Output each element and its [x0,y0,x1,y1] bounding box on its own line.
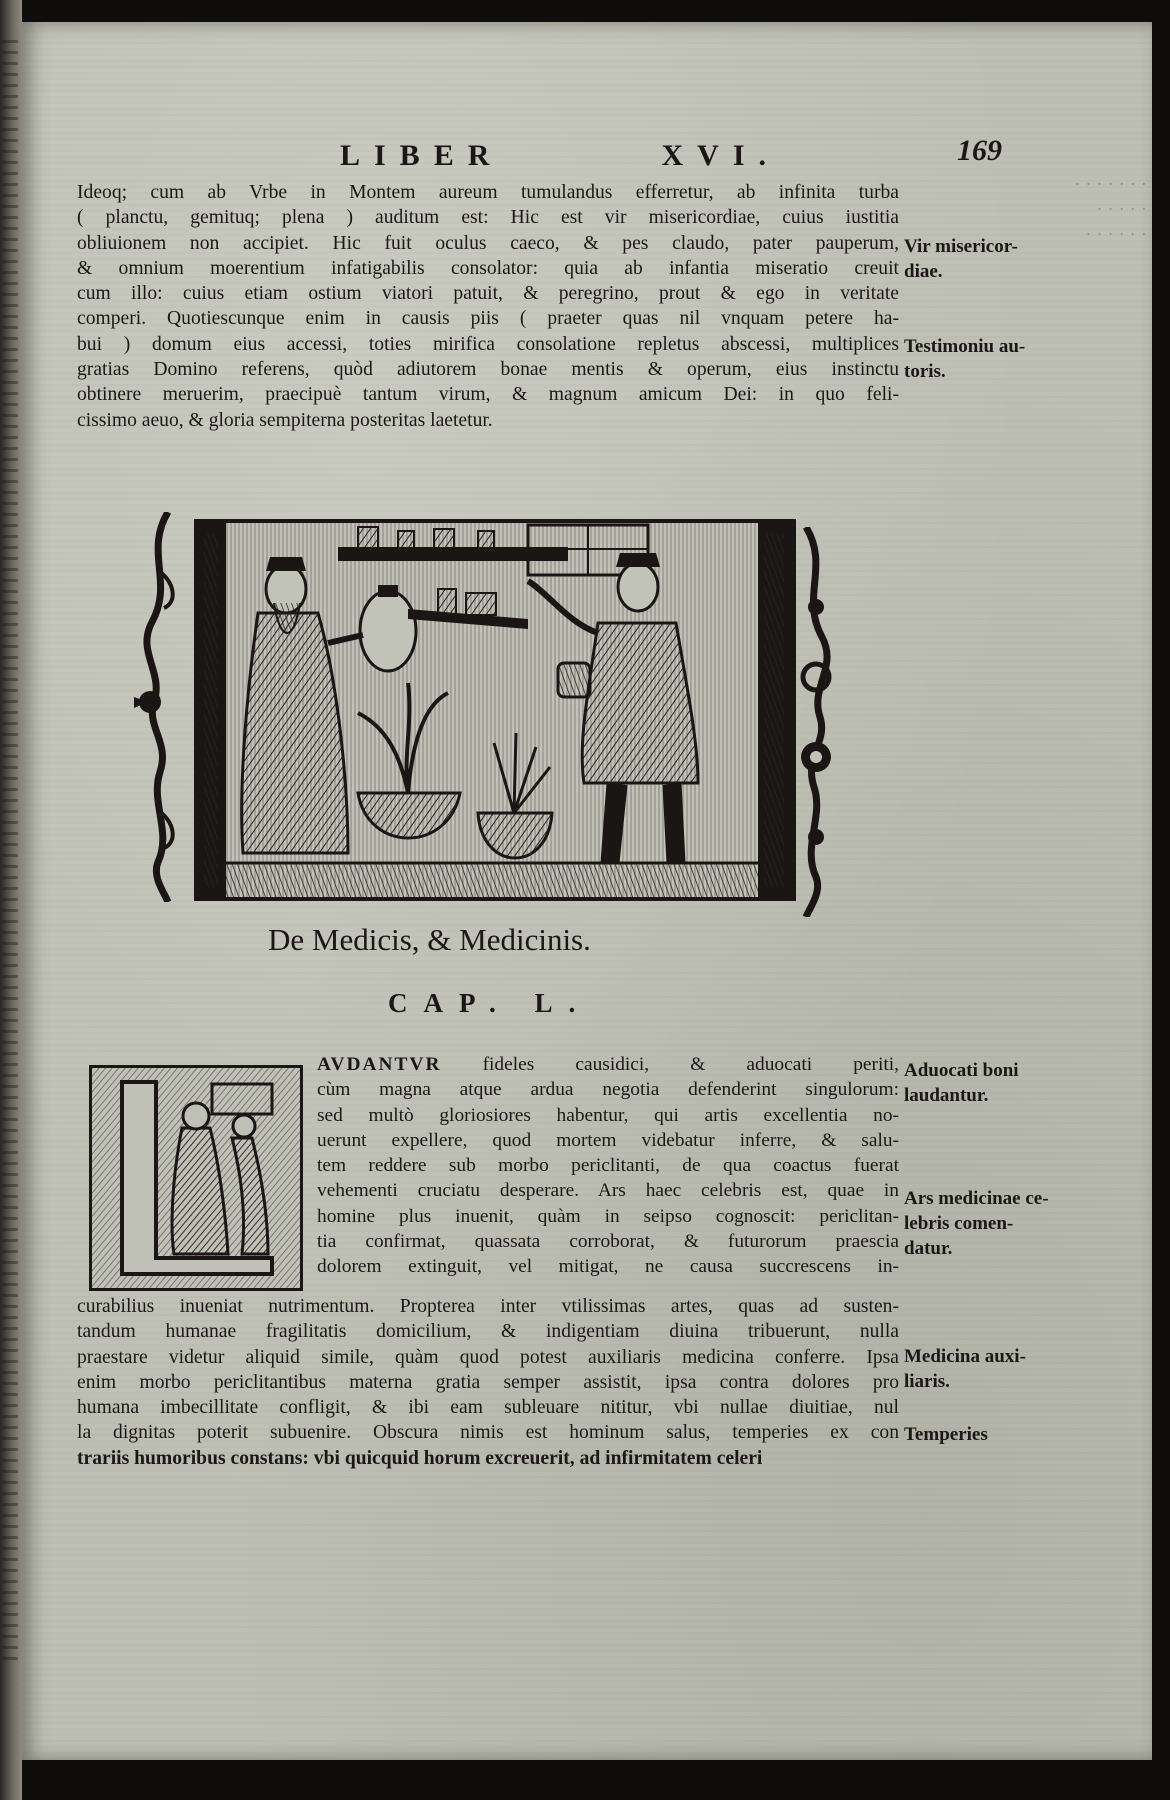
ornament-scroll-icon [134,512,182,902]
left-ornament [134,512,182,902]
woodcut-illustration [194,519,796,901]
decorated-initial [89,1065,303,1291]
running-head-right: XVI. [661,139,780,172]
book-page [22,22,1152,1760]
text-line: homine plus inuenit, quàm in seipso cognoscit: periclitan- [317,1205,899,1227]
text-line: trariis humoribus constans: vbi quicquid horum excreuerit, ad infirmitatem celeri [77,1447,763,1469]
text-line: enim morbo periclitantibus materna gratia semper assistit, ipsa contra dolores pro [77,1371,899,1393]
margin-note-testimonium: Testimoniu au- toris. [904,336,1026,382]
chapter-title: De Medicis, & Medicinis. [268,922,591,957]
text-line: vehementi cruciatu desperare. Ars haec celebris est, quae in [317,1180,899,1202]
text-line: dolorem extinguit, vel mitigat, ne causa succrescens in- [317,1256,899,1278]
text-line: gratias Domino referens, quòd adiutorem bonae mentis & operum, eius instinctu [77,359,899,381]
chapter-body-lines [77,1294,899,1471]
apothecary-scene-icon [198,523,792,897]
initial-letter-l-icon [92,1068,300,1288]
text-line: la dignitas poterit subuenire. Obscura nimis est hominum salus, temperies ex con [77,1422,899,1444]
chapter-number: CAP. L. [388,988,592,1018]
text-line: tandum humanae fragilitatis domicilium, & indigentiam diuina tribuerunt, nulla [77,1321,899,1343]
text-line: cissimo aeuo, & gloria sempiterna posteritas laetetur. [77,409,493,431]
text-line: tia confirmat, quassata corroborat, & futurorum praescia [317,1231,899,1253]
page-number: 169 [957,134,1002,167]
lead-word: AVDANTVR [317,1054,442,1075]
text-line: AVDANTVR fideles causidici, & aduocati periti, [317,1054,899,1075]
text-line: cum illo: cuius etiam ostium viatori patuit, & peregrino, prout & ego in veritate [77,283,899,305]
text-line: uerunt expellere, quod mortem videbatur inferre, & salu- [317,1129,899,1151]
text-line: obliuionem non accipiet. Hic fuit oculus caeco, & pes claudo, pater pauperum, [77,232,899,254]
running-head [340,132,780,180]
margin-note-ars-medicinae: Ars medicinae ce- lebris comen- datur. [904,1188,1049,1259]
margin-note-medicina: Medicina auxi- liaris. [904,1346,1026,1392]
margin-note-aduocati: Aduocati boni laudantur. [904,1060,1019,1106]
text-line: comperi. Quotiescunque enim in causis piis ( praeter quas nil vnquam petere ha- [77,308,899,330]
text-line: cùm magna atque ardua negotia defenderint singulorum: [317,1079,899,1101]
right-ornament [792,527,840,917]
text-line: obtinere meruerim, praecipuè tantum virum, & magnum amicum Dei: in quo feli- [77,384,899,406]
text-line: ( planctu, gemituq; plena ) auditum est: Hic est vir misericordiae, cuius iustitia [77,207,899,229]
facing-page-edge [0,0,22,1800]
text-line: praestare videtur aliquid simile, quàm quod potest auxiliaris medicina conferre. Ipsa [77,1346,899,1368]
text-line: curabilius inueniat nutrimentum. Propterea inter vtilissimas artes, quas ad susten- [77,1296,899,1317]
show-through-text: · · · · · · · · · · · · · · · · · · [1074,174,1147,245]
margin-note-misericordiae: Vir misericor- diae. [904,236,1018,282]
running-head-left: LIBER [340,139,504,172]
text-line: tem reddere sub morbo periclitanti, de qua coactus fuerat [317,1155,899,1177]
text-line: humana imbecillitate confligit, & ibi eam subleuare nititur, vbi nullae diuitiae, nul [77,1397,899,1419]
text-line: bui ) domum eius accessi, toties mirifica consolatione repletus abscessi, multiplices [77,333,899,355]
ornament-rosette-icon [792,527,840,917]
text-line: Ideoq; cum ab Vrbe in Montem aureum tumulandus efferretur, ab infinita turba [77,182,899,203]
margin-note-temperies: Temperies [904,1424,988,1445]
top-paragraph [77,180,899,433]
chapter-opening-lines [317,1052,899,1280]
text-line: sed multò gloriosiores habentur, qui artis excellentia no- [317,1104,899,1126]
text-line: & omnium moerentium infatigabilis consolator: quia ab infantia miseratio creuit [77,257,899,279]
